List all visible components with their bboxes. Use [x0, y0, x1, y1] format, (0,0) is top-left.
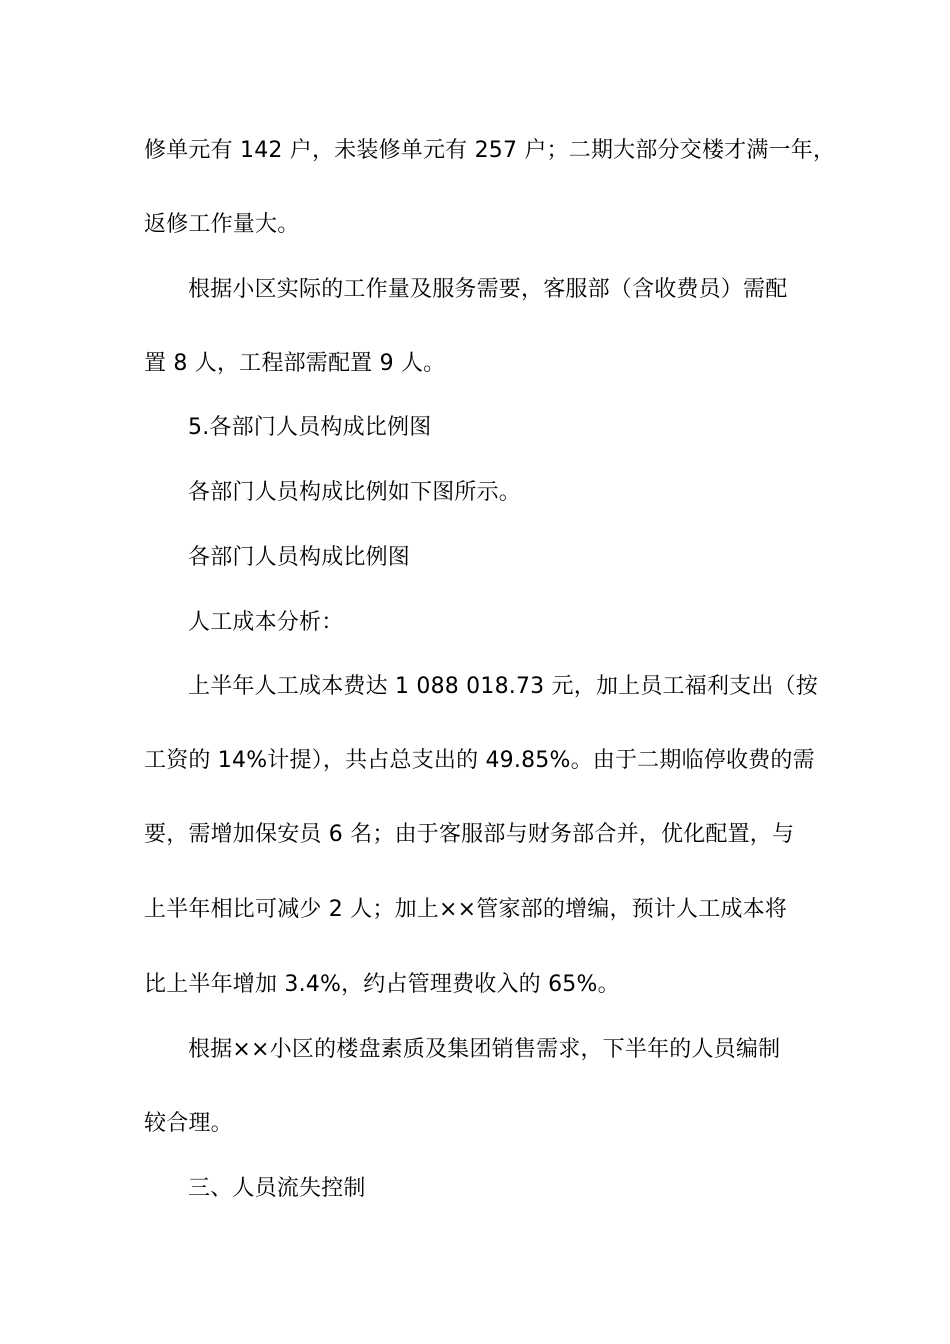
paragraph-line-14: 根据××小区的楼盘素质及集团销售需求，下半年的人员编制: [188, 1037, 781, 1062]
section-heading-5: 5.各部门人员构成比例图: [188, 415, 432, 440]
paragraph-line-12: 上半年相比可减少 2 人；加上××管家部的增编，预计人工成本将: [144, 897, 788, 922]
paragraph-line-4: 置 8 人，工程部需配置 9 人。: [144, 351, 446, 376]
paragraph-line-15: 较合理。: [144, 1111, 233, 1136]
paragraph-line-11: 要，需增加保安员 6 名；由于客服部与财务部合并，优化配置，与: [144, 822, 795, 847]
subheading-labor-cost: 人工成本分析：: [188, 610, 344, 635]
section-heading-3: 三、人员流失控制: [188, 1176, 366, 1201]
paragraph-line-10: 工资的 14%计提），共占总支出的 49.85%。由于二期临停收费的需: [144, 748, 815, 773]
paragraph-line-13: 比上半年增加 3.4%，约占管理费收入的 65%。: [144, 972, 620, 997]
paragraph-line-6: 各部门人员构成比例如下图所示。: [188, 480, 522, 505]
paragraph-line-1: 修单元有 142 户，未装修单元有 257 户；二期大部分交楼才满一年，: [144, 138, 836, 163]
figure-caption: 各部门人员构成比例图: [188, 545, 411, 570]
paragraph-line-2: 返修工作量大。: [144, 212, 300, 237]
paragraph-line-3: 根据小区实际的工作量及服务需要，客服部（含收费员）需配: [188, 277, 788, 302]
paragraph-line-9: 上半年人工成本费达 1 088 018.73 元，加上员工福利支出（按: [188, 674, 818, 699]
